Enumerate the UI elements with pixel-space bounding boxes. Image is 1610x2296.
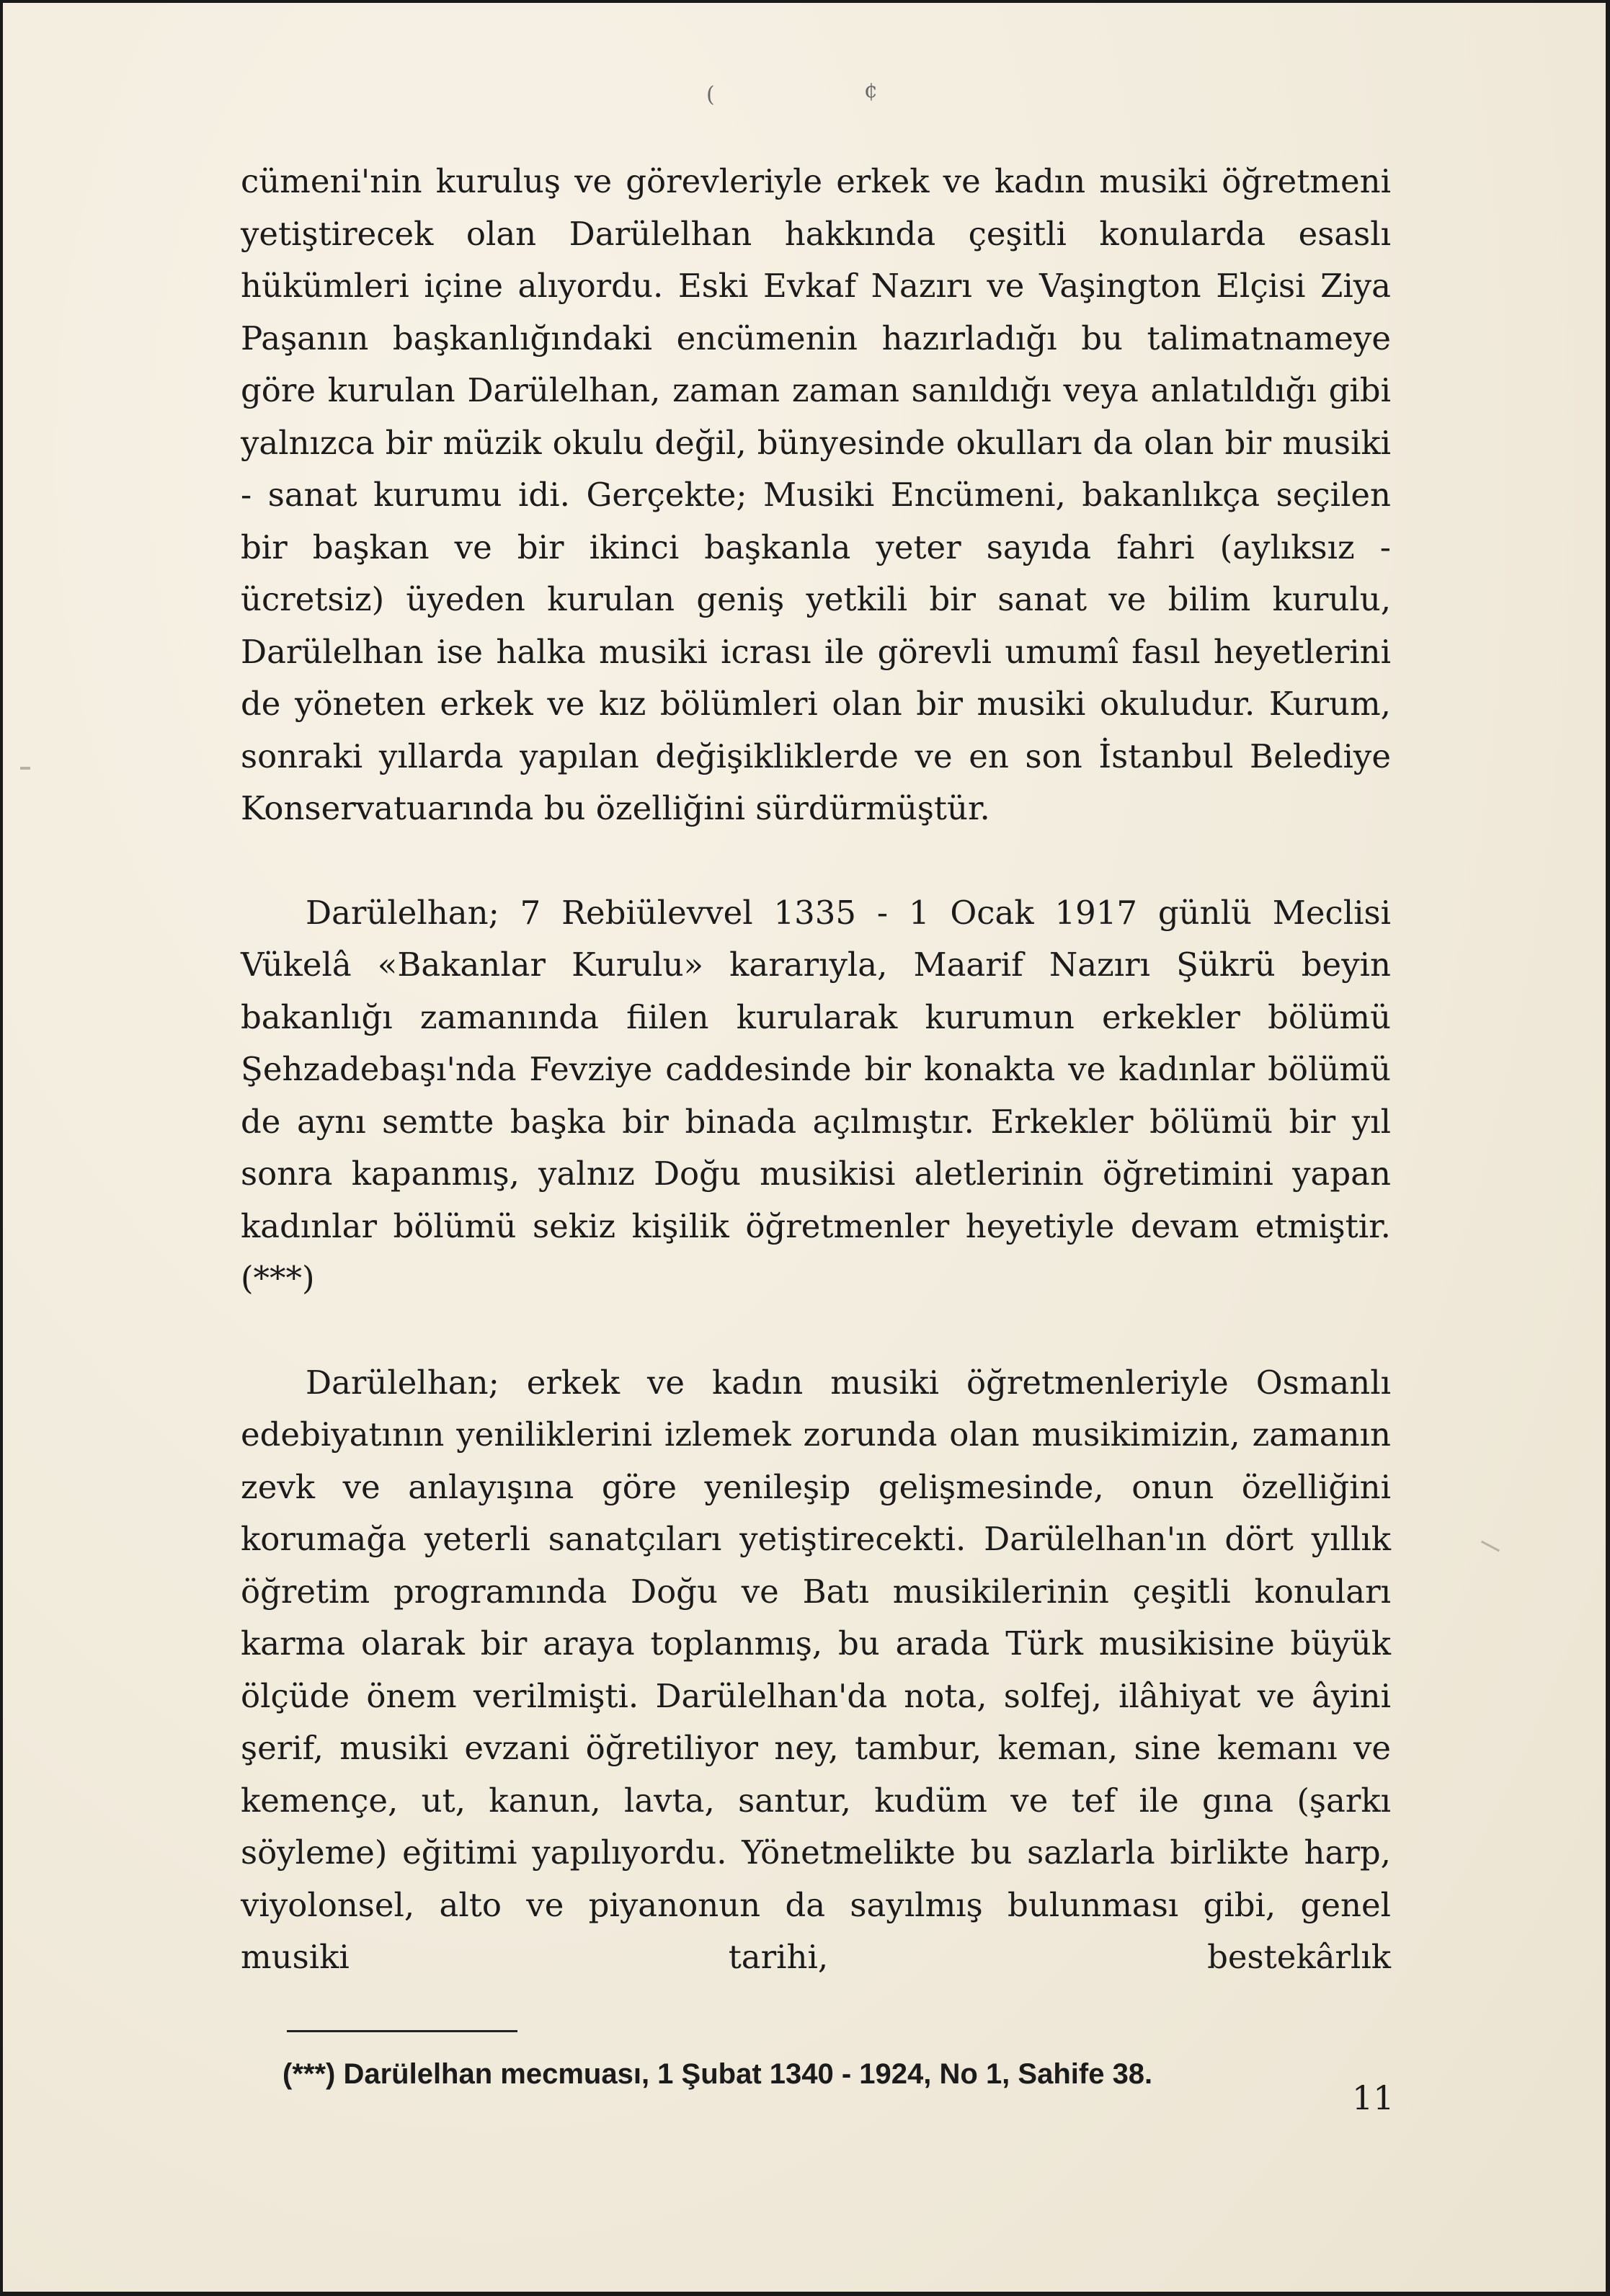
- footnote-divider: [287, 2030, 517, 2032]
- edge-mark: [20, 767, 30, 770]
- scanned-page: [3, 3, 1606, 2292]
- page-number: 11: [1352, 2078, 1395, 2117]
- body-paragraph: cümeni'nin kuruluş ve görevleriyle erkek ve kadın musiki öğretmeni yetiştirecek olan Darülelhan hakkında çeşitli konularda esaslı hükümleri içine alıyordu. Eski Evkaf Nazırı ve Vaşington Elçisi Ziya Paşanın başkanlığındaki encümenin hazırladığı bu talimatnameye göre kurulan Darülelhan, zaman zaman sanıldığı veya anlatıldığı gibi yalnızca bir müzik okulu değil, bünyesinde okulları da olan bir musiki - sanat kurumu idi. Gerçekte; Musiki Encümeni, bakanlıkça seçilen bir başkan ve bir ikinci başkanla yeter sayıda fahri (aylıksız - ücretsiz) üyeden kurulan geniş yetkili bir sanat ve bilim kurulu, Darülelhan ise halka musiki icrası ile görevli umumî fasıl heyetlerini de yöneten erkek ve kız bölümleri olan bir musiki okuludur. Kurum, sonraki yıllarda yapılan değişikliklerde ve en son İstanbul Belediye Konservatuarında bu özelliğini sürdürmüştür.: [241, 162, 1391, 827]
- body-paragraph: Darülelhan; erkek ve kadın musiki öğretmenleriyle Osmanlı edebiyatının yeniliklerini izlemek zorunda olan musikimizin, zamanın zevk ve anlayışına göre yenileşip gelişmesinde, onun özelliğini korumağa yeterli sanatçıları yetiştirecekti. Darülelhan'ın dört yıllık öğretim programında Doğu ve Batı musikilerinin çeşitli konuları karma olarak bir araya toplanmış, bu arada Türk musikisine büyük ölçüde önem verilmişti. Darülelhan'da nota, solfej, ilâhiyat ve âyini şerif, musiki evzani öğretiliyor ney, tambur, keman, sine kemanı ve kemençe, ut, kanun, lavta, santur, kudüm ve tef ile gına (şarkı söyleme) eğitimi yapılıyordu. Yönetmelikte bu sazlarla birlikte harp, viyolonsel, alto ve piyanonun da sayılmış bulunması gibi, genel musiki tarihi, bestekârlık: [241, 1363, 1391, 1976]
- page-body: [241, 156, 1391, 2094]
- margin-mark: (: [706, 82, 715, 107]
- edge-mark: [1481, 1541, 1500, 1552]
- footnote: (***) Darülelhan mecmuası, 1 Şubat 1340 - 1924, No 1, Sahife 38.: [283, 2057, 1153, 2090]
- margin-mark: ¢: [864, 78, 879, 103]
- body-paragraph: Darülelhan; 7 Rebiülevvel 1335 - 1 Ocak 1917 günlü Meclisi Vükelâ «Bakanlar Kurulu» kararıyla, Maarif Nazırı Şükrü beyin bakanlığı zamanında fiilen kurularak kurumun erkekler bölümü Şehzadebaşı'nda Fevziye caddesinde bir konakta ve kadınlar bölümü de aynı semtte başka bir binada açılmıştır. Erkekler bölümü bir yıl sonra kapanmış, yalnız Doğu musikisi aletlerinin öğretimini yapan kadınlar bölümü sekiz kişilik öğretmenler heyetiyle devam etmiştir. (***): [241, 893, 1391, 1297]
